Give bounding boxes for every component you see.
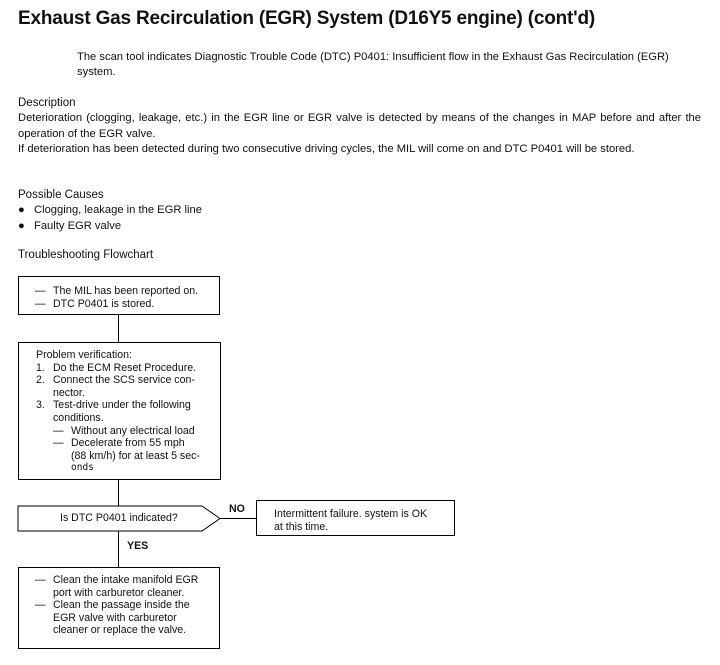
action-line-cont: port with carburetor cleaner. bbox=[53, 586, 185, 599]
start-box-line: — DTC P0401 is stored. bbox=[35, 297, 155, 310]
verification-title: Problem verification: bbox=[36, 349, 132, 361]
start-box bbox=[18, 276, 220, 315]
bullet-icon: ● bbox=[18, 204, 25, 216]
yes-label: YES bbox=[127, 540, 149, 552]
action-line-cont: EGR valve with carburetor bbox=[53, 611, 177, 624]
no-result-box bbox=[256, 500, 455, 536]
start-box-line: — The MIL has been reported on. bbox=[35, 285, 199, 297]
action-line-cont: cleaner or replace the valve. bbox=[53, 624, 187, 637]
flow-connector bbox=[118, 530, 119, 568]
intro-text: The scan tool indicates Diagnostic Trouble Code (DTC) P0401: Insufficient flow in the Exhaust Gas Recirculation (EGR) system. bbox=[77, 51, 669, 78]
page-title: Exhaust Gas Recirculation (EGR) System (D16Y5 engine) (cont'd) bbox=[18, 8, 596, 29]
verification-condition: — Decelerate from 55 mph bbox=[53, 437, 185, 450]
verification-step-cont: conditions. bbox=[53, 411, 104, 424]
verification-box bbox=[18, 342, 221, 480]
verification-condition-cont: onds bbox=[71, 462, 94, 474]
verification-step-cont: nector. bbox=[53, 386, 85, 399]
action-line: — Clean the passage inside the bbox=[35, 599, 190, 612]
flow-connector bbox=[118, 314, 119, 343]
cause-item bbox=[18, 219, 121, 234]
description-heading: Description bbox=[18, 97, 76, 109]
verification-condition-cont: (88 km/h) for at least 5 sec- bbox=[71, 449, 200, 462]
verification-step: 1. Do the ECM Reset Procedure. bbox=[36, 361, 197, 374]
cause-item bbox=[18, 203, 202, 218]
no-result-line: Intermittent failure. system is OK bbox=[274, 508, 428, 520]
description-paragraph-1: Deterioration (clogging, leakage, etc.) in the EGR line or EGR valve is detected by means of the changes in MAP before and after the operation of the EGR valve. bbox=[18, 112, 701, 140]
cause-item-label: Clogging, leakage in the EGR line bbox=[34, 204, 202, 216]
flow-connector bbox=[118, 479, 119, 507]
description-paragraph-2: If deterioration has been detected during two consecutive driving cycles, the MIL will come on and DTC P0401 will be stored. bbox=[18, 143, 635, 155]
possible-causes-heading: Possible Causes bbox=[18, 189, 104, 201]
no-result-line: at this time. bbox=[274, 520, 329, 533]
verification-condition: — Without any electrical load bbox=[53, 424, 195, 437]
decision-text: Is DTC P0401 indicated? bbox=[60, 512, 178, 524]
verification-step: 2. Connect the SCS service con- bbox=[36, 374, 195, 387]
flowchart-heading: Troubleshooting Flowchart bbox=[18, 249, 154, 261]
verification-step: 3. Test-drive under the following bbox=[36, 399, 191, 412]
flow-connector bbox=[218, 518, 256, 519]
action-box bbox=[18, 567, 220, 649]
cause-item-label: Faulty EGR valve bbox=[34, 220, 122, 232]
action-line: — Clean the intake manifold EGR bbox=[35, 574, 199, 586]
no-label: NO bbox=[229, 503, 245, 515]
bullet-icon: ● bbox=[18, 220, 25, 232]
